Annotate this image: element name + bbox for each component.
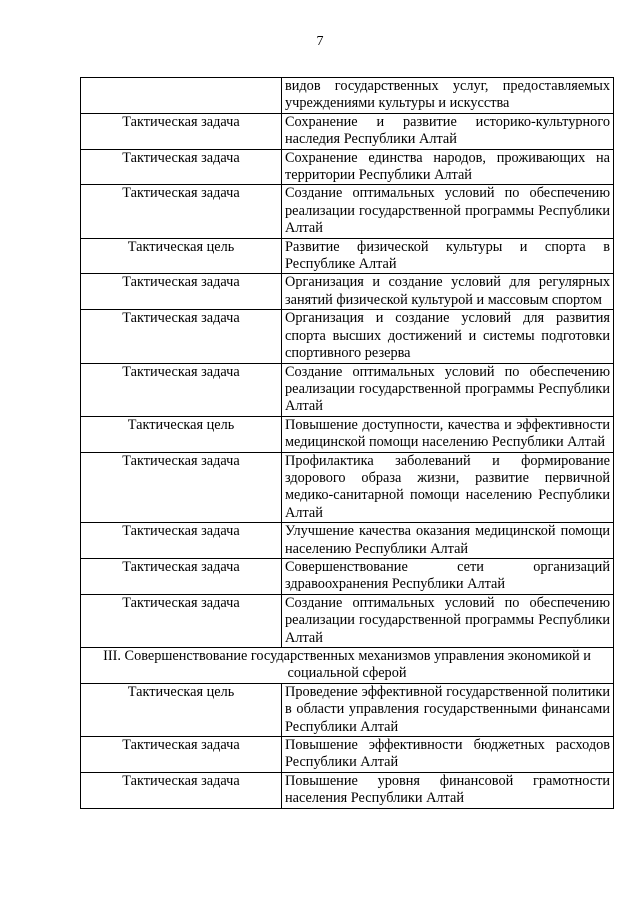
table-row	[81, 558, 614, 594]
row-description-cell: Повышение эффективности бюджетных расходов Республики Алтай	[282, 737, 614, 773]
row-type-cell: Тактическая цель	[81, 238, 282, 274]
row-type-cell: Тактическая задача	[81, 113, 282, 149]
row-description-cell: Создание оптимальных условий по обеспечению реализации государственной программы Республики Алтай	[282, 594, 614, 647]
section-row	[81, 648, 614, 684]
row-type-cell: Тактическая задача	[81, 185, 282, 238]
page-number: 7	[316, 34, 324, 49]
row-type-cell: Тактическая цель	[81, 416, 282, 452]
row-type-cell: Тактическая задача	[81, 363, 282, 416]
row-type-cell: Тактическая задача	[81, 452, 282, 523]
row-description-cell: Организация и создание условий для регулярных занятий физической культурой и массовым спортом	[282, 274, 614, 310]
row-type-cell: Тактическая задача	[81, 558, 282, 594]
table-row	[81, 594, 614, 647]
table-row	[81, 452, 614, 523]
table-row	[81, 683, 614, 736]
table-row	[81, 78, 614, 114]
row-type-cell: Тактическая цель	[81, 683, 282, 736]
row-type-cell: Тактическая задача	[81, 149, 282, 185]
row-description-cell: видов государственных услуг, предоставляемых учреждениями культуры и искусства	[282, 78, 614, 114]
row-description-cell: Создание оптимальных условий по обеспечению реализации государственной программы Республики Алтай	[282, 363, 614, 416]
table-row	[81, 363, 614, 416]
row-description-cell: Развитие физической культуры и спорта в Республике Алтай	[282, 238, 614, 274]
row-description-cell: Повышение уровня финансовой грамотности населения Республики Алтай	[282, 772, 614, 808]
row-description-cell: Улучшение качества оказания медицинской помощи населению Республики Алтай	[282, 523, 614, 559]
row-type-cell	[81, 78, 282, 114]
row-description-cell: Создание оптимальных условий по обеспечению реализации государственной программы Республики Алтай	[282, 185, 614, 238]
row-description-cell: Сохранение и развитие историко-культурного наследия Республики Алтай	[282, 113, 614, 149]
row-type-cell: Тактическая задача	[81, 737, 282, 773]
table-row	[81, 238, 614, 274]
table-row	[81, 310, 614, 363]
row-type-cell: Тактическая задача	[81, 523, 282, 559]
row-description-cell: Профилактика заболеваний и формирование здорового образа жизни, развитие первичной медико-санитарной помощи населению Республики Алтай	[282, 452, 614, 523]
table-row	[81, 737, 614, 773]
row-type-cell: Тактическая задача	[81, 274, 282, 310]
table-row	[81, 149, 614, 185]
row-type-cell: Тактическая задача	[81, 594, 282, 647]
row-description-cell: Организация и создание условий для развития спорта высших достижений и системы подготовки спортивного резерва	[282, 310, 614, 363]
row-type-cell: Тактическая задача	[81, 772, 282, 808]
row-type-cell: Тактическая задача	[81, 310, 282, 363]
row-description-cell: Проведение эффективной государственной политики в области управления государственными финансами Республики Алтай	[282, 683, 614, 736]
row-description-cell: Сохранение единства народов, проживающих на территории Республики Алтай	[282, 149, 614, 185]
row-description-cell: Повышение доступности, качества и эффективности медицинской помощи населению Республики Алтай	[282, 416, 614, 452]
table-row	[81, 113, 614, 149]
row-description-cell: Совершенствование сети организаций здравоохранения Республики Алтай	[282, 558, 614, 594]
table-row	[81, 416, 614, 452]
goals-table	[80, 77, 614, 809]
table-row	[81, 185, 614, 238]
table-row	[81, 772, 614, 808]
table-row	[81, 523, 614, 559]
section-heading: III. Совершенствование государственных механизмов управления экономикой и социальной сферой	[81, 648, 614, 684]
table-row	[81, 274, 614, 310]
